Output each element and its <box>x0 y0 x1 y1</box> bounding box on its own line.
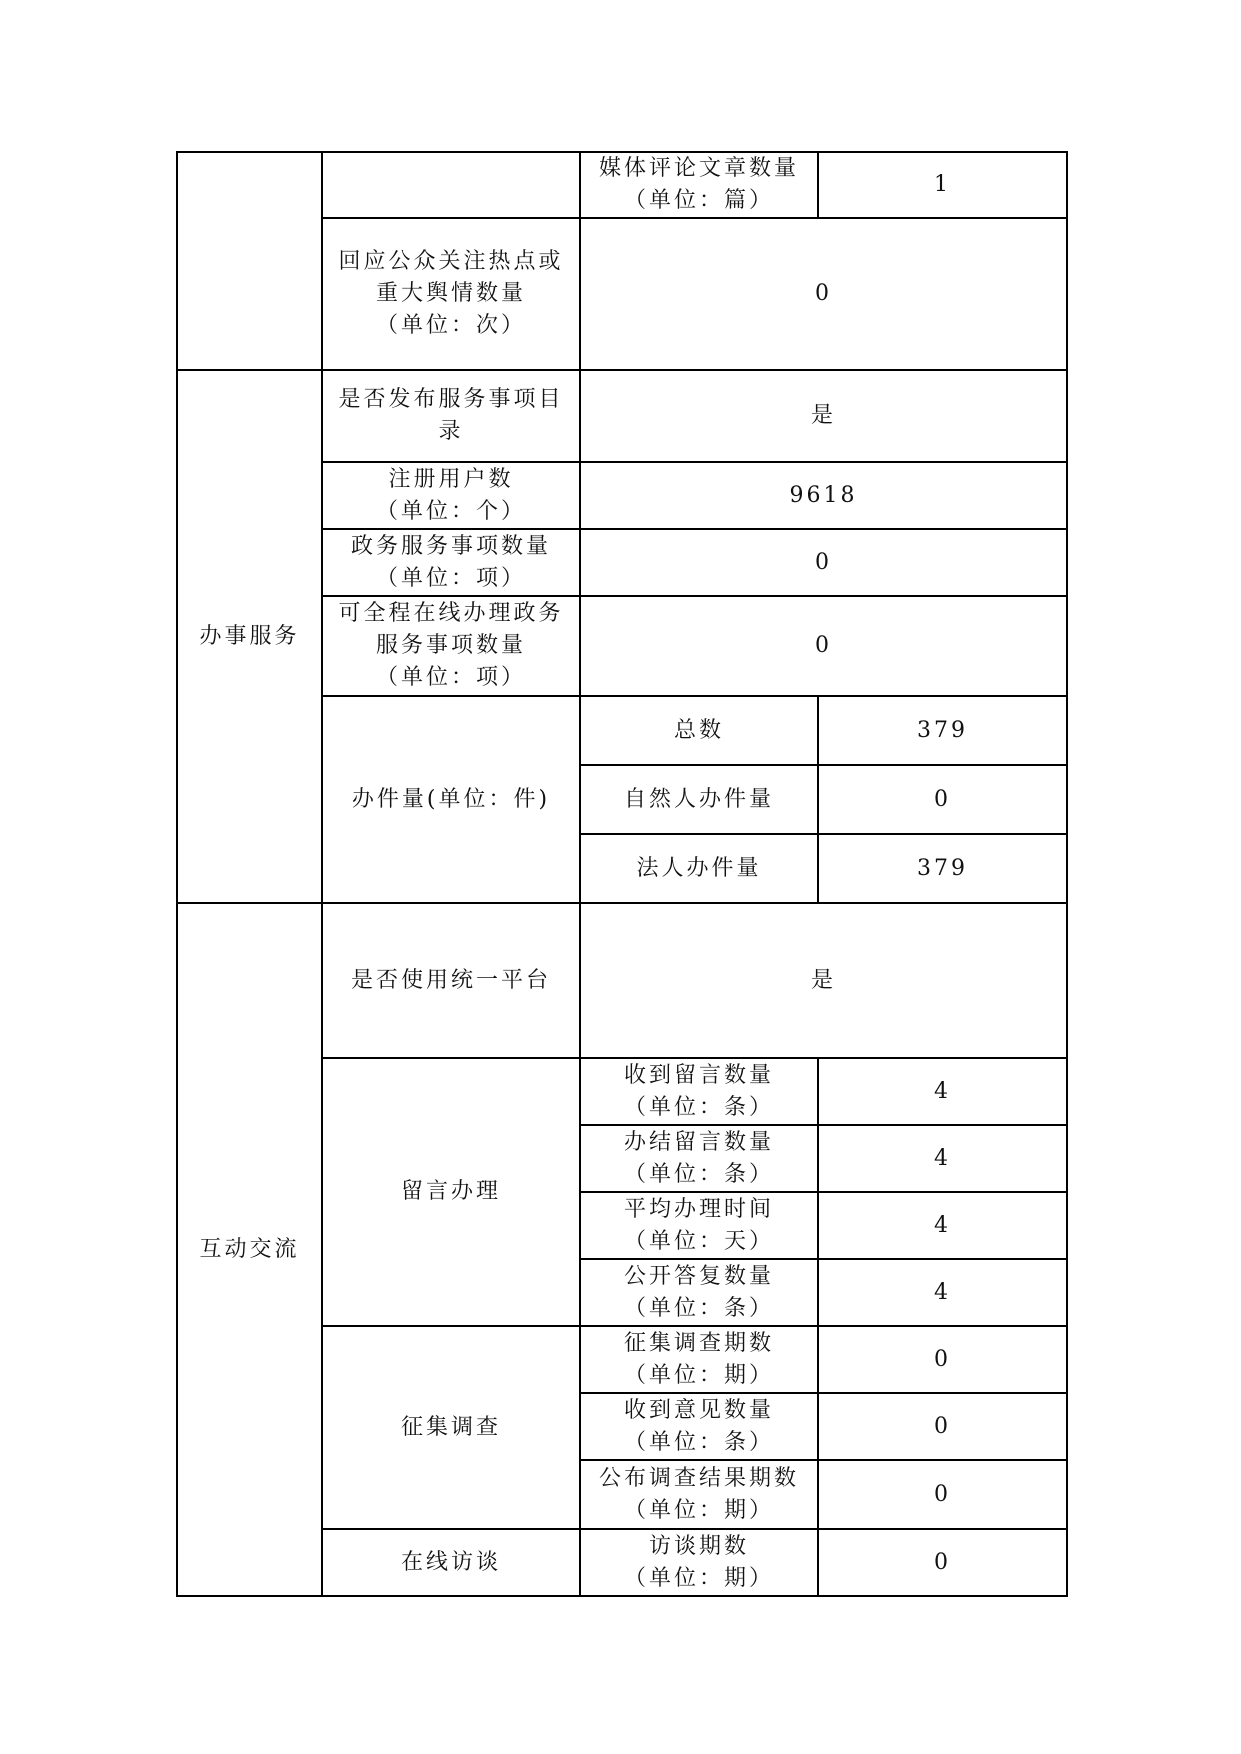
row-value: 0 <box>818 1393 1067 1460</box>
subcategory-label-messages: 留言办理 <box>322 1058 580 1326</box>
row-value: 4 <box>818 1058 1067 1125</box>
row-label: 政务服务事项数量 （单位：项） <box>322 529 580 596</box>
row-label: 媒体评论文章数量 （单位：篇） <box>580 152 818 218</box>
row-value: 0 <box>580 596 1067 696</box>
row-value: 4 <box>818 1192 1067 1259</box>
subcategory-cell-empty <box>322 152 580 218</box>
row-value: 9618 <box>580 462 1067 529</box>
subcategory-label-cases: 办件量(单位：件) <box>322 696 580 903</box>
row-value: 0 <box>818 1326 1067 1393</box>
table-row <box>177 370 1067 462</box>
row-label: 收到意见数量 （单位：条） <box>580 1393 818 1460</box>
row-value: 0 <box>818 1460 1067 1529</box>
row-value: 0 <box>818 765 1067 834</box>
section-label-interaction: 互动交流 <box>177 903 322 1596</box>
row-label: 公开答复数量 （单位：条） <box>580 1259 818 1326</box>
row-label: 可全程在线办理政务 服务事项数量 （单位：项） <box>322 596 580 696</box>
row-value: 是 <box>580 370 1067 462</box>
row-value: 1 <box>818 152 1067 218</box>
row-label: 回应公众关注热点或 重大舆情数量 （单位：次） <box>322 218 580 370</box>
row-value: 0 <box>580 218 1067 370</box>
row-label: 法人办件量 <box>580 834 818 903</box>
row-value: 是 <box>580 903 1067 1058</box>
row-label: 总数 <box>580 696 818 765</box>
row-label: 公布调查结果期数 （单位：期） <box>580 1460 818 1529</box>
subcategory-label-interviews: 在线访谈 <box>322 1529 580 1596</box>
row-value: 379 <box>818 696 1067 765</box>
row-value: 379 <box>818 834 1067 903</box>
section-cell-empty <box>177 152 322 370</box>
row-label: 平均办理时间 （单位：天） <box>580 1192 818 1259</box>
row-value: 4 <box>818 1125 1067 1192</box>
section-label-services: 办事服务 <box>177 370 322 903</box>
row-label: 收到留言数量 （单位：条） <box>580 1058 818 1125</box>
table-row <box>177 903 1067 1058</box>
row-label: 访谈期数 （单位：期） <box>580 1529 818 1596</box>
row-value: 0 <box>818 1529 1067 1596</box>
row-label: 征集调查期数 （单位：期） <box>580 1326 818 1393</box>
statistics-table <box>176 151 1068 1597</box>
row-value: 0 <box>580 529 1067 596</box>
row-value: 4 <box>818 1259 1067 1326</box>
row-label: 是否使用统一平台 <box>322 903 580 1058</box>
row-label: 是否发布服务事项目 录 <box>322 370 580 462</box>
row-label: 自然人办件量 <box>580 765 818 834</box>
row-label: 注册用户数 （单位：个） <box>322 462 580 529</box>
row-label: 办结留言数量 （单位：条） <box>580 1125 818 1192</box>
table-row <box>177 152 1067 218</box>
subcategory-label-surveys: 征集调查 <box>322 1326 580 1529</box>
